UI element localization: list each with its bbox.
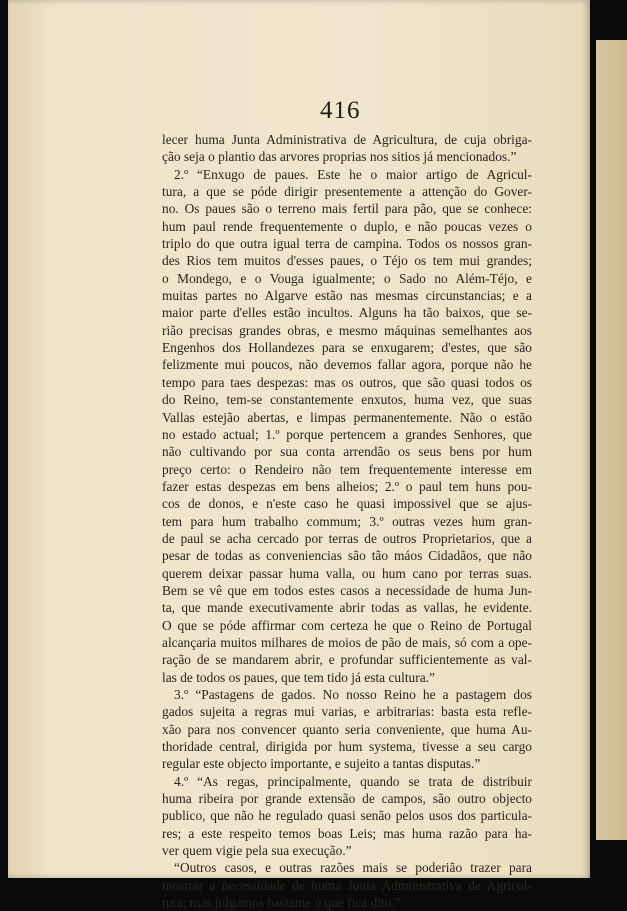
text-line: fazer estas despezas em bens alheios; 2.º o paul tem huns pou- <box>162 478 532 494</box>
text-line: ção seja o plantio das arvores proprias nos sitios já mencionados.” <box>162 149 517 165</box>
text-line: xão para nos convencer quanto seria conveniente, que huma Au- <box>162 721 532 737</box>
text-line: lecer huma Junta Administrativa de Agricultura, de cuja obriga- <box>162 132 532 147</box>
text-line: cos de donos, e n'este caso he quasi impossivel que se ajus- <box>162 496 532 512</box>
text-line: “Outros casos, e outras razões mais se poderião trazer para <box>174 860 532 876</box>
text-line: 2.º “Enxugo de paues. Este he o maior artigo de Agricul- <box>174 166 532 182</box>
text-line: tura, a que se póde dirigir presentemente a attenção do Gover- <box>162 184 532 200</box>
text-line: thoridade central, dirigida por hum systema, tivesse a seu cargo <box>162 739 532 755</box>
text-line: Vallas estejão abertas, e limpas permanentemente. Não o estão <box>162 409 532 425</box>
text-line: publico, que não he regulado quasi senão pelos usos dos particula- <box>162 808 532 824</box>
text-line: tem para hum trabalho commum; 3.º outras vezes hum gran- <box>162 513 532 529</box>
text-line: preço certo: o Rendeiro não tem frequentemente interesse em <box>162 461 532 477</box>
text-line: rião precisas grandes obras, e mesmo máquinas semelhantes aos <box>162 322 532 338</box>
text-line: o Mondego, e o Vouga igualmente; o Sado no Além-Téjo, e <box>162 270 532 286</box>
text-line: O que se póde affirmar com certeza he que o Reino de Portugal <box>162 617 532 633</box>
text-line: ta, que mande executivamente abrir todas as vallas, he evidente. <box>162 600 532 616</box>
text-line: triplo do que outra igual terra de campina. Todos os nossos gran- <box>162 236 532 252</box>
text-line: des Rios tem muitos d'esses paues, o Téjo os tem mui grandes; <box>162 253 532 269</box>
text-line: no. Os paues são o terreno mais fertil para pão, que se conhece: <box>162 201 532 217</box>
text-line: hum paul rende frequentemente o duplo, e não poucas vezes o <box>162 218 532 234</box>
text-line: mostrar a necessidade de huma Junta Administrativa de Agricul- <box>162 877 532 893</box>
text-line: las de todos os paues, que tem tido já esta cultura.” <box>162 669 435 685</box>
text-line: do Reino, tem-se constantemente enxutos, huma vez, que suas <box>162 392 532 408</box>
text-line: de paul se acha cercado por terras de outros Proprietarios, que a <box>162 530 532 546</box>
text-line: huma ribeira por grande extensão de campos, são outro objecto <box>162 791 532 807</box>
text-line: ver quem vigie pela sua execução.” <box>162 843 352 859</box>
text-line: Engenhos dos Hollandezes para se enxugarem; d'estes, que são <box>162 340 532 356</box>
text-line: felizmente mui poucos, não devemos fallar agora, porque não he <box>162 357 532 373</box>
text-line: ração de se mandarem abrir, e profundar sufficientemente as val- <box>162 652 532 668</box>
text-line: muitas partes no Algarve estão nas mesmas circunstancias; e a <box>162 288 532 304</box>
text-line: pesar de todas as conveniencias são tão máos Cidadãos, que não <box>162 548 532 564</box>
text-line: res; a este respeito temos boas Leis; mas huma razão para ha- <box>162 825 532 841</box>
text-line: 4.º “As regas, principalmente, quando se trata de distribuir <box>174 773 532 789</box>
text-line: maior parte d'elles estão incultos. Alguns ha tão baixos, que se- <box>162 305 532 321</box>
text-line: alcançaria muitos milhares de moios de pão de mais, só com a ope- <box>162 634 532 650</box>
text-line: tura; mas julgamos bastante o que fica dito.” <box>162 895 401 911</box>
text-line: Bem se vê que em todos estes casos a necessidade de huma Jun- <box>162 582 532 598</box>
text-line: querem deixar passar huma valla, ou hum cano por terras suas. <box>162 565 532 581</box>
text-line: tempo para taes despezas: mas os outros, que são quasi todos os <box>162 374 532 390</box>
page-number: 416 <box>320 97 361 124</box>
body-text <box>162 131 532 911</box>
adjacent-page-edge <box>596 40 627 840</box>
text-line: no estado actual; 1.º porque pertencem a grandes Senhores, que <box>162 426 532 442</box>
text-line: não cultivando por sua conta arrendão os seus bens por hum <box>162 444 532 460</box>
text-line: gados sujeita a regras mui varias, e arbitrarias: basta esta refle- <box>162 704 532 720</box>
text-line: 3.º “Pastagens de gados. No nosso Reino he a pastagem dos <box>174 687 532 702</box>
text-line: regular este objecto importante, e sujeito a tantas disputas.” <box>162 756 481 772</box>
